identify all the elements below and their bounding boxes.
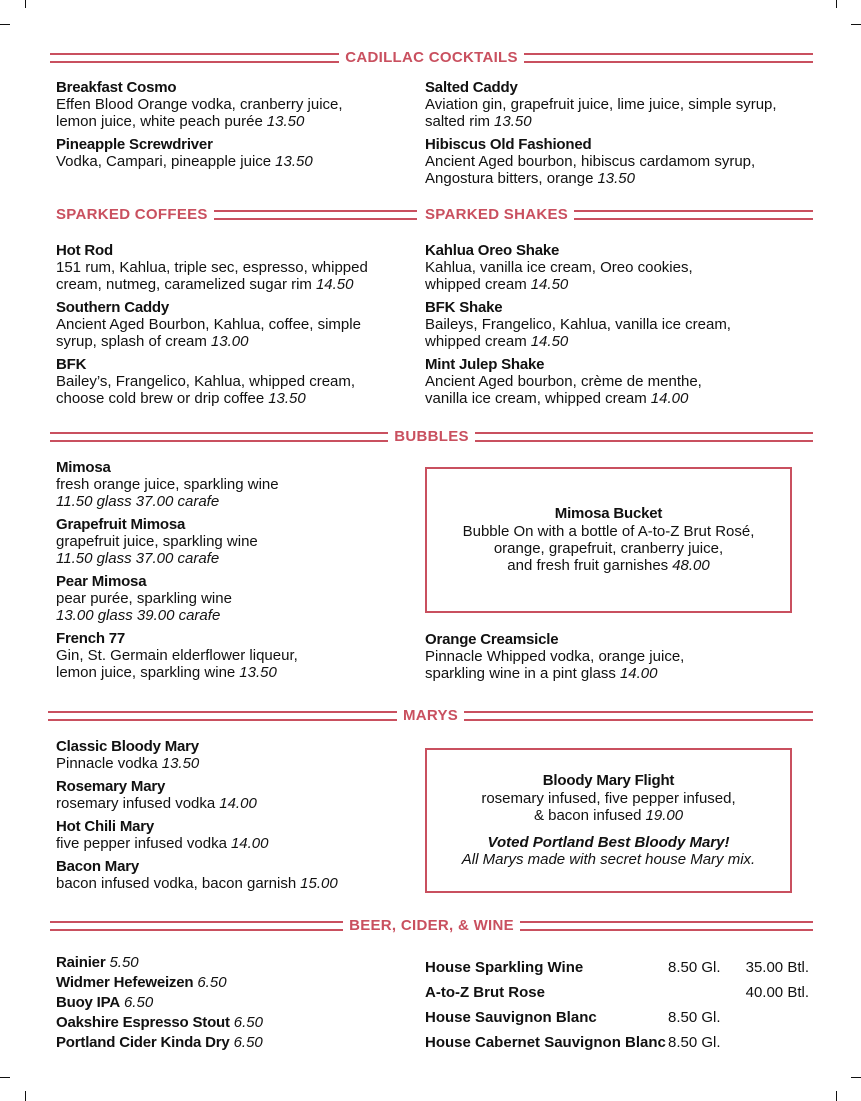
item-name: BFK	[56, 356, 87, 373]
menu-item	[56, 80, 431, 130]
item-name: Hot Chili Mary	[56, 818, 155, 835]
item-name: A-to-Z Brut Rose	[425, 984, 545, 1001]
menu-item	[425, 243, 800, 293]
item-description: Bubble On with a bottle of A-to-Z Brut Rosé,	[462, 523, 755, 540]
item-description: salted rim 13.50	[425, 113, 532, 130]
section-header-coffees	[56, 208, 417, 222]
section-title: SPARKED SHAKES	[425, 206, 569, 223]
section-header-beer	[50, 919, 813, 933]
section-title: BEER, CIDER, & WINE	[349, 917, 514, 934]
item-price-note: 11.50 glass 37.00 carafe	[56, 493, 220, 510]
item-description: grapefruit juice, sparkling wine	[56, 533, 258, 550]
item-name: Salted Caddy	[425, 79, 518, 96]
crop-mark	[836, 0, 837, 8]
divider	[475, 432, 813, 442]
item-description: rosemary infused vodka 14.00	[56, 795, 257, 812]
item-name: Mimosa	[56, 459, 111, 476]
section-header-cadillac	[50, 51, 813, 65]
item-name: Pear Mimosa	[56, 573, 147, 590]
crop-mark	[0, 1077, 10, 1078]
bloody-mary-flight-box	[425, 748, 792, 893]
item-name: Southern Caddy	[56, 299, 170, 316]
crop-mark	[836, 1091, 837, 1101]
beer-item	[56, 973, 431, 993]
item-price: 13.50	[494, 113, 532, 130]
item-description: Kahlua, vanilla ice cream, Oreo cookies,	[425, 259, 693, 276]
menu-item	[56, 779, 431, 812]
item-price: 15.00	[300, 875, 338, 892]
item-price: 14.00	[230, 835, 269, 852]
item-name: Breakfast Cosmo	[56, 79, 177, 96]
item-description: Effen Blood Orange vodka, cranberry juice,	[56, 96, 343, 113]
divider	[50, 921, 343, 931]
menu-item	[425, 357, 800, 407]
menu-item	[56, 357, 431, 407]
item-name: House Cabernet Sauvignon Blanc	[425, 1034, 666, 1051]
item-name: Portland Cider Kinda Dry	[56, 1034, 230, 1051]
item-name: Buoy IPA	[56, 994, 120, 1011]
cadillac-right-column	[425, 80, 800, 194]
item-price: 13.50	[268, 390, 306, 407]
divider	[524, 53, 813, 63]
item-name: Grapefruit Mimosa	[56, 516, 186, 533]
house-mix-note: All Marys made with secret house Mary mix.	[461, 851, 756, 868]
item-description: Baileys, Frangelico, Kahlua, vanilla ice cream,	[425, 316, 731, 333]
menu-item	[56, 517, 431, 567]
item-name: Mimosa Bucket	[554, 505, 663, 522]
item-price: 13.50	[275, 153, 313, 170]
item-price-note: 13.00 glass 39.00 carafe	[56, 607, 221, 624]
item-name: Bloody Mary Flight	[542, 772, 675, 789]
glass-price: 8.50 Gl.	[668, 1034, 721, 1051]
item-name: BFK Shake	[425, 299, 503, 316]
wine-item	[425, 1008, 815, 1028]
item-description: lemon juice, white peach purée 13.50	[56, 113, 305, 130]
beer-item	[56, 993, 431, 1013]
item-name: French 77	[56, 630, 126, 647]
item-price: 13.50	[266, 113, 305, 130]
beer-list	[56, 953, 431, 1053]
item-price: 5.50	[109, 954, 139, 971]
item-description: five pepper infused vodka 14.00	[56, 835, 269, 852]
item-name: Pineapple Screwdriver	[56, 136, 213, 153]
item-price: 14.00	[650, 390, 689, 407]
item-name: Mint Julep Shake	[425, 356, 545, 373]
item-price: 14.50	[530, 333, 569, 350]
item-name: Orange Creamsicle	[425, 631, 559, 648]
item-price: 13.00	[210, 333, 249, 350]
divider	[464, 711, 813, 721]
section-title: BUBBLES	[394, 428, 469, 445]
divider	[48, 711, 397, 721]
item-description: Vodka, Campari, pineapple juice 13.50	[56, 153, 313, 170]
item-price: 48.00	[672, 557, 710, 574]
item-description: syrup, splash of cream 13.00	[56, 333, 249, 350]
item-price: 19.00	[645, 807, 684, 824]
item-description: fresh orange juice, sparkling wine	[56, 476, 279, 493]
menu-item	[425, 137, 800, 187]
menu-item	[56, 300, 431, 350]
item-description: Gin, St. Germain elderflower liqueur,	[56, 647, 298, 664]
menu-item	[56, 460, 431, 510]
item-price: 6.50	[123, 994, 154, 1011]
bubbles-column	[56, 460, 431, 688]
item-description: Aviation gin, grapefruit juice, lime juice, simple syrup,	[425, 96, 777, 113]
item-description: sparkling wine in a pint glass 14.00	[425, 665, 658, 682]
item-name: Hibiscus Old Fashioned	[425, 136, 592, 153]
bottle-price: 35.00 Btl.	[745, 959, 809, 976]
item-description: choose cold brew or drip coffee 13.50	[56, 390, 306, 407]
item-price: 14.50	[530, 276, 569, 293]
item-description: Ancient Aged bourbon, crème de menthe,	[425, 373, 702, 390]
coffees-column	[56, 243, 431, 414]
beer-item	[56, 1013, 431, 1033]
beer-item	[56, 953, 431, 973]
crop-mark	[25, 1091, 26, 1101]
crop-mark	[851, 24, 861, 25]
section-header-shakes	[425, 208, 813, 222]
item-description: orange, grapefruit, cranberry juice,	[493, 540, 724, 557]
shakes-column	[425, 243, 800, 414]
crop-mark	[851, 1077, 861, 1078]
item-price: 13.50	[597, 170, 635, 187]
item-name: House Sparkling Wine	[425, 959, 584, 976]
item-name: Hot Rod	[56, 242, 113, 259]
item-description: pear purée, sparkling wine	[56, 590, 232, 607]
cadillac-left-column	[56, 80, 431, 177]
item-description: & bacon infused 19.00	[533, 807, 684, 824]
item-description: bacon infused vodka, bacon garnish 15.00	[56, 875, 338, 892]
item-name: Kahlua Oreo Shake	[425, 242, 560, 259]
menu-item	[56, 137, 431, 170]
item-name: Bacon Mary	[56, 858, 140, 875]
item-price: 6.50	[197, 974, 227, 991]
menu-item	[56, 243, 431, 293]
item-description: cream, nutmeg, caramelized sugar rim 14.50	[56, 276, 354, 293]
orange-creamsicle	[425, 632, 800, 689]
menu-item	[56, 859, 431, 892]
item-price: 14.00	[619, 665, 658, 682]
item-description: Ancient Aged Bourbon, Kahlua, coffee, simple	[56, 316, 361, 333]
item-price: 6.50	[233, 1034, 263, 1051]
glass-price: 8.50 Gl.	[668, 1009, 721, 1026]
section-title: CADILLAC COCKTAILS	[345, 49, 518, 66]
section-header-bubbles	[50, 430, 813, 444]
divider	[214, 210, 417, 220]
section-header-marys	[48, 709, 813, 723]
item-price: 13.50	[161, 755, 200, 772]
menu-item	[425, 632, 800, 682]
marys-column	[56, 739, 431, 899]
item-name: Oakshire Espresso Stout	[56, 1014, 230, 1031]
divider	[50, 432, 388, 442]
award-note: Voted Portland Best Bloody Mary!	[487, 834, 730, 851]
mimosa-bucket-box	[425, 467, 792, 613]
item-description: 151 rum, Kahlua, triple sec, espresso, whipped	[56, 259, 368, 276]
beer-item	[56, 1033, 431, 1053]
wine-item	[425, 983, 815, 1003]
item-description: Ancient Aged bourbon, hibiscus cardamom syrup,	[425, 153, 756, 170]
item-name: Classic Bloody Mary	[56, 738, 199, 755]
divider	[520, 921, 813, 931]
item-name: House Sauvignon Blanc	[425, 1009, 597, 1026]
item-description: Angostura bitters, orange 13.50	[425, 170, 635, 187]
item-description: and fresh fruit garnishes 48.00	[507, 557, 710, 574]
menu-item	[425, 80, 800, 130]
item-description: whipped cream 14.50	[425, 276, 569, 293]
item-description: Bailey’s, Frangelico, Kahlua, whipped cream,	[56, 373, 356, 390]
divider	[574, 210, 813, 220]
wine-item	[425, 958, 815, 978]
menu-item	[425, 300, 800, 350]
item-price: 14.00	[219, 795, 257, 812]
item-description: Pinnacle vodka 13.50	[56, 755, 200, 772]
wine-item	[425, 1033, 815, 1053]
menu-item	[56, 739, 431, 772]
item-name: Widmer Hefeweizen	[56, 974, 194, 991]
item-price: 14.50	[315, 276, 354, 293]
glass-price: 8.50 Gl.	[668, 959, 721, 976]
section-title: MARYS	[402, 707, 459, 724]
menu-item	[56, 631, 431, 681]
item-description: whipped cream 14.50	[425, 333, 569, 350]
item-price: 13.50	[239, 664, 277, 681]
menu-item	[56, 574, 431, 624]
item-price-note: 11.50 glass 37.00 carafe	[56, 550, 220, 567]
crop-mark	[25, 0, 26, 8]
crop-mark	[0, 24, 10, 25]
item-price: 6.50	[233, 1014, 263, 1031]
item-description: lemon juice, sparkling wine 13.50	[56, 664, 277, 681]
item-description: vanilla ice cream, whipped cream 14.00	[425, 390, 689, 407]
divider	[50, 53, 339, 63]
section-title: SPARKED COFFEES	[56, 206, 208, 223]
item-description: Pinnacle Whipped vodka, orange juice,	[425, 648, 685, 665]
item-name: Rainier	[56, 954, 106, 971]
item-name: Rosemary Mary	[56, 778, 166, 795]
bottle-price: 40.00 Btl.	[745, 984, 809, 1001]
item-description: rosemary infused, five pepper infused,	[481, 790, 736, 807]
menu-item	[56, 819, 431, 852]
